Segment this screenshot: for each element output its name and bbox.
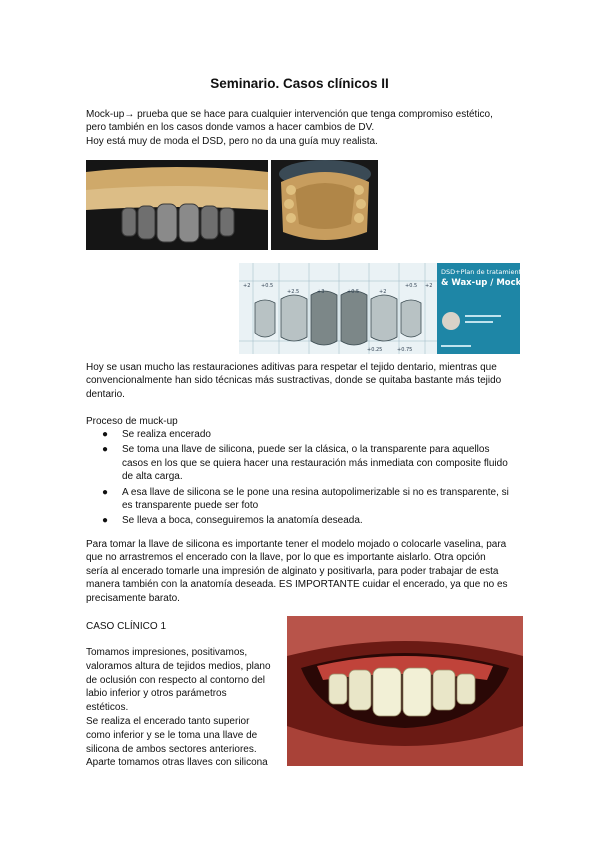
- list-item-text: casos en los que se quiera hacer una restauración más inmediata con composite fluido: [122, 457, 508, 469]
- dsd-mark: +0.75: [397, 347, 413, 353]
- dsd-mark: +2.5: [287, 289, 300, 295]
- dsd-mark: +0.25: [367, 347, 383, 353]
- dsd-banner-drawing: [239, 263, 538, 354]
- paragraph-line: precisamente barato.: [86, 592, 180, 604]
- paragraph-line: que no arrastremos el encerado con la llave, por lo que es importante aislarlo. Otra opción: [86, 552, 486, 564]
- paragraph-line: dentario.: [86, 388, 125, 400]
- dsd-mark: +0.5: [347, 289, 360, 295]
- smile-drawing: [287, 616, 523, 766]
- bullet-icon: ●: [102, 429, 109, 440]
- silicone-paragraph: [86, 538, 526, 605]
- additive-paragraph: [86, 361, 526, 401]
- case-heading: CASO CLÍNICO 1: [86, 621, 167, 632]
- dsd-mark: +2: [379, 289, 387, 295]
- case-line: silicona de ambos sectores anteriores.: [86, 743, 257, 755]
- intro-line: Mock-up→ prueba que se hace para cualquier intervención que tenga compromiso estético,: [86, 109, 493, 120]
- list-item-text: Se toma una llave de silicona, puede ser la clásica, o la transparente para aquellos: [122, 444, 490, 456]
- intro-paragraph: [86, 108, 526, 148]
- case-line: Se realiza el encerado tanto superior: [86, 715, 250, 727]
- list-item: [100, 514, 530, 527]
- paragraph-line: manera también con la anatomía deseada. ES IMPORTANTE cuidar el encerado, ya que no es: [86, 579, 508, 591]
- palate-model-drawing: [271, 160, 378, 250]
- list-item: [100, 443, 530, 483]
- dsd-banner-image: [239, 263, 538, 354]
- case-paragraph: [86, 646, 286, 770]
- smile-photo: [287, 616, 523, 766]
- list-item-text: Se lleva a boca, conseguiremos la anatomía deseada.: [122, 515, 363, 527]
- dsd-mark: +2: [425, 283, 433, 289]
- case-line: estéticos.: [86, 702, 129, 714]
- list-item-text: Se realiza encerado: [122, 429, 211, 440]
- intro-line: Hoy está muy de moda el DSD, pero no da una guía muy realista.: [86, 135, 378, 147]
- list-item-text: es transparente puede ser foto: [122, 500, 259, 512]
- paragraph-line: sería al encerado tomarle una impresión de alginato y positivarla, para poder trabajar de esta: [86, 565, 499, 577]
- list-item: [100, 428, 530, 441]
- wax-model-drawing: [86, 160, 268, 250]
- process-heading: Proceso de muck-up: [86, 416, 178, 427]
- dsd-mark: +2: [243, 283, 251, 289]
- case-line: Aparte tomamos otras llaves con silicona: [86, 757, 268, 769]
- list-item: [100, 486, 530, 513]
- case-line: como inferior y se le toma una llave de: [86, 729, 258, 741]
- dsd-mark: +0.5: [405, 283, 418, 289]
- intro-line: pero también en los casos donde vamos a hacer cambios de DV.: [86, 122, 375, 134]
- process-list: [100, 428, 530, 530]
- case-line: de oclusión con respecto al contorno del: [86, 674, 266, 686]
- case-line: Tomamos impresiones, positivamos,: [86, 647, 248, 658]
- palate-model-photo: [271, 160, 378, 250]
- bullet-icon: ●: [102, 444, 109, 456]
- paragraph-line: Para tomar la llave de silicona es importante tener el modelo mojado o colocarle vaselina, para: [86, 539, 507, 550]
- dsd-mark: +3: [317, 289, 325, 295]
- page-title: Seminario. Casos clínicos II: [210, 76, 389, 91]
- bullet-icon: ●: [102, 515, 109, 527]
- bullet-icon: ●: [102, 486, 109, 498]
- wax-model-photo: [86, 160, 268, 250]
- dsd-banner-line2: & Wax-up / Mock-up: [441, 278, 538, 288]
- dsd-banner-line1: DSD+Plan de tratamiento: [441, 268, 526, 276]
- paragraph-line: Hoy se usan mucho las restauraciones aditivas para respetar el tejido dentario, mientras que: [86, 362, 497, 373]
- list-item-text: A esa llave de silicona se le pone una resina autopolimerizable si no es transparente, si: [122, 486, 509, 498]
- paragraph-line: convencionalmente han sido técnicas más sustractivas, donde se quitaba bastante más tejido: [86, 375, 502, 387]
- case-line: labio inferior y otros parámetros: [86, 688, 227, 700]
- case-line: valoramos altura de tejidos medios, plano: [86, 660, 271, 672]
- dsd-mark: +0.5: [261, 283, 274, 289]
- list-item-text: de alta carga.: [122, 471, 183, 483]
- presenter-avatar: [442, 312, 460, 330]
